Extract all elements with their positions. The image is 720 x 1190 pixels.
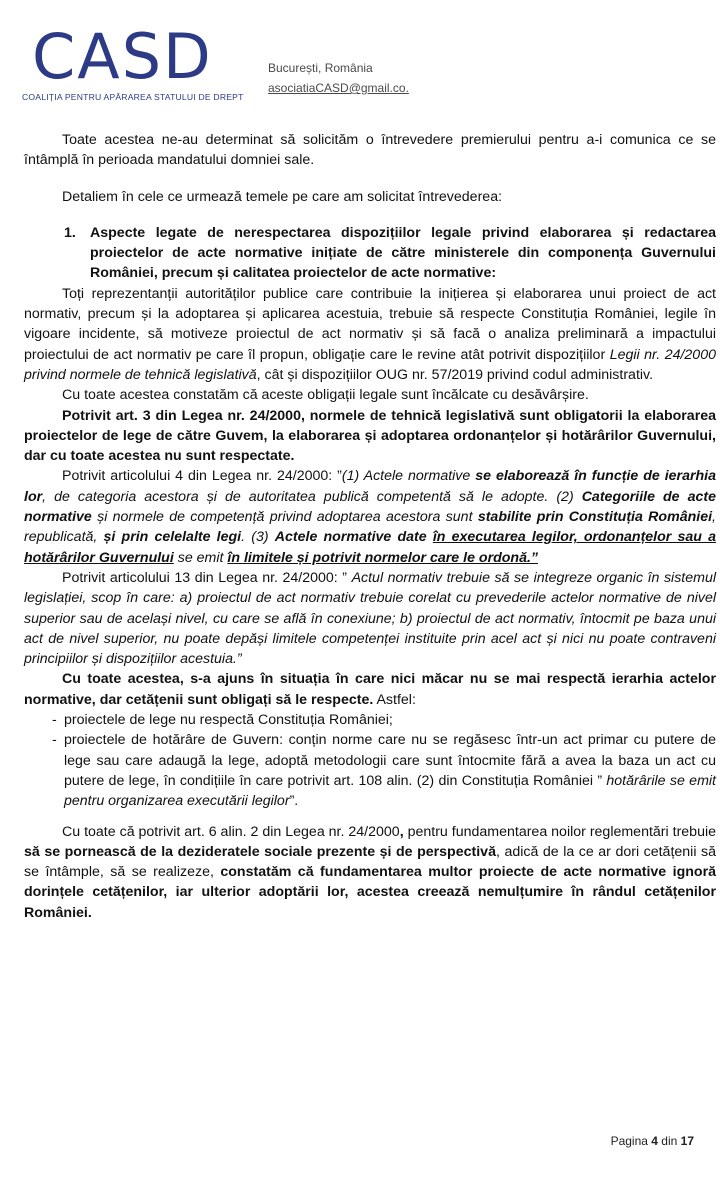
letterhead: [0, 0, 720, 112]
paragraph-art13: Potrivit articolului 13 din Legea nr. 24/2000: ” Actul normativ trebuie să se integreze organic în sistemul legislației, scop în care: a) proiectul de act normativ trebuie corelat cu prevederile actelor normative de nivel superior sau de același nivel, cu care se află în conexiune; b) proiectul de act normativ, întocmit pe baza unui act de nivel superior, nu poate depăși limitele competenței instituite prin acel act și nici nu poate contraveni principiilor și dispozițiilor acestuia.”: [24, 569, 716, 668]
logo-wordmark: CASD: [32, 20, 213, 93]
list-item: - proiectele de lege nu respectă Constituția României;: [52, 712, 393, 729]
paragraph-intro: Toate acestea ne-au determinat să solicităm o întrevedere premierului pentru a-i comunica ce se întâmplă în perioada mandatului domniei sale.: [24, 132, 716, 169]
item-heading: Aspecte legate de nerespectarea dispozițiilor legale privind elaborarea și redactarea proiectelor de acte normative inițiate de către ministerele din componența Guvernului României, precum și calitatea proiectelor de acte normative:: [90, 224, 716, 282]
list-item: - proiectele de hotărâre de Guvern: conțin norme care nu se regăsesc într-un act primar cu putere de lege sau care adaugă la lege, adoptă metodologii care sunt întocmite fără a avea la baza un act cu putere de lege, în condițiile în care potrivit art. 108 alin. (2) din Constituția României ” hotărârile se emit pentru organizarea executării legilor”.: [52, 732, 716, 810]
item-number: 1.: [64, 224, 76, 241]
document-body: [24, 130, 716, 923]
logo-tagline: COALIȚIA PENTRU APĂRAREA STATULUI DE DREPT: [22, 92, 244, 102]
paragraph-detail: Detaliem în cele ce urmează temele pe care am solicitat întrevederea:: [62, 188, 503, 205]
paragraph-hierarchy: Cu toate acestea, s-a ajuns în situația în care nici măcar nu se mai respectă ierarhia actelor normative, dar cetățenii sunt obligați să le respecte. Astfel:: [24, 671, 716, 708]
paragraph-violations: Cu toate acestea constatăm că aceste obligații legale sunt încălcate cu desăvârșire.: [62, 387, 589, 404]
email-link[interactable]: asociatiaCASD@gmail.co.: [268, 81, 409, 95]
numbered-item-1: [24, 223, 716, 284]
location-text: București, România: [268, 61, 373, 75]
paragraph-art4: Potrivit articolului 4 din Legea nr. 24/2000: ”(1) Actele normative se elaborează în funcție de ierarhia lor, de categoria acestora și de autoritatea publică competentă să le adopte. (2) Categoriile de acte normative și normele de competență privind adoptarea acestora sunt stabilite prin Constituția României, republicată, și prin celelalte legi. (3) Actele normative date în executarea legilor, ordonanțelor sau a hotărârilor Guvernului se emit în limitele și potrivit normelor care le ordonă.”: [24, 468, 716, 566]
paragraph-representatives: Toți reprezentanții autorităților publice care contribuie la inițierea și elaborarea unui proiect de act normativ, precum și la adoptarea și aplicarea acestuia, trebuie să respecte Constituția României, legile în vigoare incidente, să motiveze proiectul de act normativ și să facă o analiza preliminară a impactului proiectului de act normativ pe care îl propun, obligație care le revine atât potrivit dispozițiilor Legii nr. 24/2000 privind normele de tehnică legislativă, cât și dispozițiilor OUG nr. 57/2019 privind codul administrativ.: [24, 285, 716, 383]
casd-logo: [20, 20, 244, 109]
paragraph-art3: Potrivit art. 3 din Legea nr. 24/2000, normele de tehnică legislativă sunt obligatorii la elaborarea proiectelor de lege de către Guvem, la elaborarea și adoptarea ordonanțelor și hotărârilor Guvernului, dar cu toate acestea nu sunt respectate.: [24, 407, 716, 465]
contact-block: [268, 58, 409, 98]
paragraph-art6: Cu toate că potrivit art. 6 alin. 2 din Legea nr. 24/2000, pentru fundamentarea noilor reglementări trebuie să se pornească de la dezideratele sociale prezente și de perspectivă, adică de la ce ar dori cetățenii să se întâmple, să se realizeze, constatăm că fundamentarea multor proiecte de acte normative ignoră dorințele cetățenilor, iar ulterior adoptării lor, acestea creează nemulțumire în rândul cetățenilor României.: [24, 823, 717, 921]
page-number: Pagina 4 din 17: [610, 1134, 694, 1148]
